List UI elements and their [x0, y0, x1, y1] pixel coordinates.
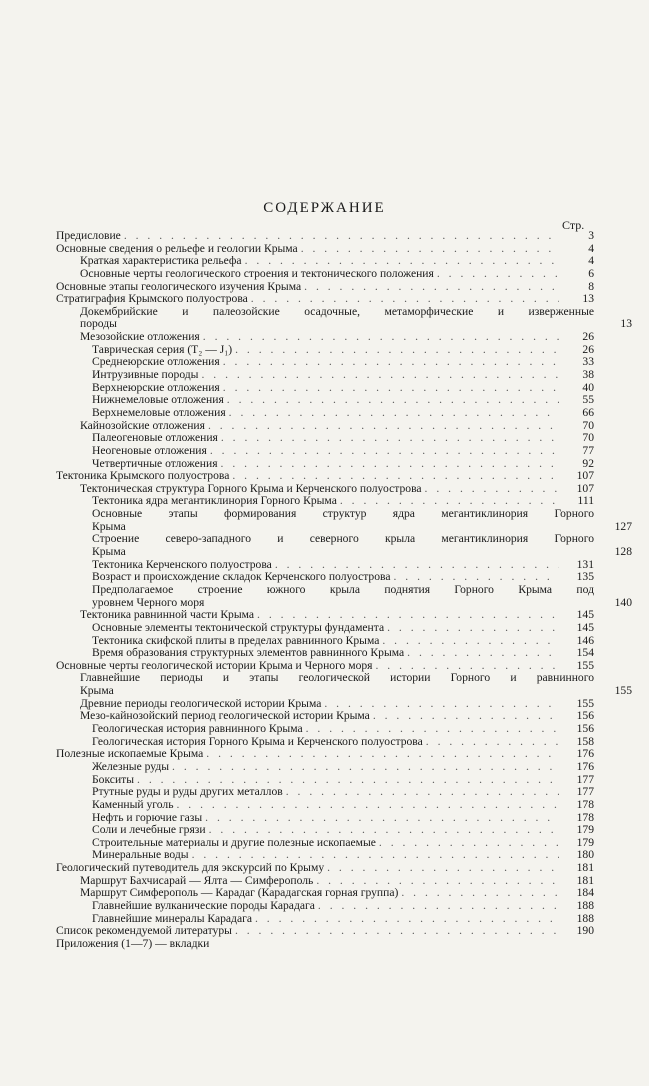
toc-entry-title: Возраст и происхождение складок Керченского полуострова — [92, 570, 391, 584]
toc-entry — [56, 369, 594, 382]
leader-dots — [124, 230, 559, 243]
toc-entry-title: Предполагаемое строение южного крыла поднятия Горного Крыма под — [92, 583, 594, 596]
leader-dots — [235, 925, 559, 938]
toc-entry-title-continued: породы — [80, 317, 117, 331]
toc-entry-title: Ртутные руды и руды других металлов — [92, 785, 283, 799]
toc-entry-title: Мезо-кайнозойский период геологической истории Крыма — [80, 709, 370, 723]
leader-dots — [221, 458, 559, 471]
toc-entry-page: 77 — [582, 443, 594, 457]
leader-dots — [232, 470, 559, 483]
leader-dots — [426, 736, 559, 749]
toc-entry — [56, 900, 594, 913]
toc-entry-page: 70 — [582, 418, 594, 432]
leader-dots — [203, 331, 559, 344]
toc-entry-title: Полезные ископаемые Крыма — [56, 747, 204, 761]
toc-entry-title: Таврическая серия (T₂ — J₁) — [92, 342, 233, 356]
toc-entry-page: 111 — [577, 494, 594, 508]
leader-dots — [327, 862, 559, 875]
toc-entry — [56, 407, 594, 420]
toc-entry-page: 55 — [582, 393, 594, 407]
toc-entry-page: 26 — [582, 330, 594, 344]
toc-entry-title: Среднеюрские отложения — [92, 355, 220, 369]
toc-entry-title: Нижнемеловые отложения — [92, 393, 224, 407]
page-title: СОДЕРЖАНИЕ — [263, 200, 386, 216]
toc-entry — [56, 230, 594, 243]
toc-entry-page: 107 — [576, 469, 594, 483]
toc-entry — [56, 583, 632, 609]
toc-entry — [56, 495, 594, 508]
leader-dots — [437, 268, 559, 281]
toc-entry-title: Железные руды — [92, 759, 170, 773]
toc-entry-title: Время образования структурных элементов равнинного Крыма — [92, 646, 405, 660]
toc-entry-page: 127 — [614, 519, 632, 533]
toc-entry — [56, 331, 594, 344]
toc-entry — [56, 432, 594, 445]
toc-entry-title: Древние периоды геологической истории Крыма — [80, 696, 322, 710]
toc-entry-page: 155 — [614, 684, 632, 698]
toc-entry-title: Мезозойские отложения — [80, 330, 200, 344]
toc-entry — [56, 508, 632, 533]
toc-entry-title: Тектоника равнинной части Крыма — [80, 608, 255, 622]
toc-entry-page: 145 — [576, 608, 594, 622]
leader-dots — [318, 900, 559, 913]
toc-entry-title: Тектоника скифской плиты в пределах равнинного Крыма — [92, 633, 380, 647]
toc-entry-page: 154 — [576, 646, 594, 660]
leader-dots — [172, 761, 559, 774]
toc-entry-title-continued: Крыма — [92, 519, 126, 533]
toc-entry-title: Основные сведения о рельефе и геологии Крыма — [56, 241, 298, 255]
toc-entry-page: 13 — [582, 292, 594, 306]
toc-entry — [56, 305, 632, 331]
toc-entry-title: Тектоническая структура Горного Крыма и Керченского полуострова — [80, 481, 422, 495]
toc-entry-page: 181 — [576, 873, 594, 887]
toc-entry-page: 177 — [576, 785, 594, 799]
toc-entry — [56, 622, 594, 635]
toc-entry-title-continued: уровнем Черного моря — [92, 595, 205, 609]
leader-dots — [401, 887, 559, 900]
toc-entry-title: Геологический путеводитель для экскурсий по Крыму — [56, 861, 325, 875]
leader-dots — [229, 407, 559, 420]
toc-entry-page: 156 — [576, 722, 594, 736]
leader-dots — [209, 824, 559, 837]
toc-entry-page: 178 — [576, 797, 594, 811]
toc-entry-title: Тектоника Крымского полуострова — [56, 469, 230, 483]
toc-entry — [56, 268, 594, 281]
toc-entry-page: 13 — [620, 317, 632, 331]
toc-entry-title: Главнейшие периоды и этапы геологической истории Горного и равнинного — [80, 672, 594, 685]
toc-entry — [56, 571, 594, 584]
toc-entry-page: 155 — [576, 696, 594, 710]
toc-entry-title: Бокситы — [92, 772, 135, 786]
leader-dots — [425, 483, 559, 496]
toc-entry-page: 190 — [576, 924, 594, 938]
toc-entry — [56, 293, 594, 306]
leader-dots — [301, 243, 559, 256]
leader-dots — [304, 281, 559, 294]
leader-dots — [382, 635, 559, 648]
toc-entry-title: Маршрут Симферополь — Карадаг (Карадагская горная группа) — [80, 886, 399, 900]
toc-entry-page: 8 — [588, 279, 594, 293]
toc-entry-title: Тектоника Керченского полуострова — [92, 557, 272, 571]
toc-entry-page: 135 — [576, 570, 594, 584]
leader-dots — [340, 495, 559, 508]
toc-entry-title: Приложения (1—7) — вкладки — [56, 936, 210, 950]
toc-entry-page: 179 — [576, 835, 594, 849]
toc-entry-title: Основные черты геологической истории Крыма и Черного моря — [56, 658, 373, 672]
toc-entry-title: Каменный уголь — [92, 797, 174, 811]
leader-dots — [227, 394, 559, 407]
leader-dots — [221, 432, 559, 445]
toc-entry-title: Верхнеюрские отложения — [92, 380, 220, 394]
leader-dots — [376, 660, 560, 673]
toc-entry-page: 33 — [582, 355, 594, 369]
leader-dots — [407, 647, 559, 660]
toc-entry-title: Маршрут Бахчисарай — Ялта — Симферополь — [80, 873, 314, 887]
toc-entry-title: Основные этапы геологического изучения Крыма — [56, 279, 302, 293]
toc-entry-page: 66 — [582, 405, 594, 419]
toc-entry-page: 178 — [576, 810, 594, 824]
toc-entry-title: Список рекомендуемой литературы — [56, 924, 232, 938]
toc-entry-title: Докембрийские и палеозойские осадочные, метаморфические и изверженные — [80, 305, 594, 318]
toc-entry — [56, 445, 594, 458]
toc-entry-page: 140 — [614, 595, 632, 609]
toc-entry — [56, 799, 594, 812]
page-column-label: Стр. — [562, 218, 585, 232]
toc-entry — [56, 533, 632, 559]
toc-entry-page: 92 — [582, 456, 594, 470]
leader-dots — [394, 571, 560, 584]
toc-entry — [56, 470, 594, 483]
toc-entry — [56, 647, 594, 660]
toc-entry-title: Соли и лечебные грязи — [92, 823, 206, 837]
toc-entry-page: 176 — [576, 747, 594, 761]
toc-entry — [56, 824, 594, 837]
toc-entry-title-continued: Крыма — [80, 684, 114, 698]
toc-entry-page: 181 — [576, 861, 594, 875]
toc-entry-title: Главнейшие минералы Карадага — [92, 911, 252, 925]
leader-dots — [235, 344, 559, 357]
toc-entry-page: 155 — [576, 658, 594, 672]
toc-entry-page: 4 — [588, 241, 594, 255]
toc-entry-title: Кайнозойские отложения — [80, 418, 205, 432]
leader-dots — [206, 748, 559, 761]
toc-entry-page: 107 — [576, 481, 594, 495]
toc-entry-title: Краткая характеристика рельефа — [80, 254, 242, 268]
leader-dots — [255, 913, 559, 926]
leader-dots — [379, 837, 559, 850]
leader-dots — [208, 420, 559, 433]
leader-dots — [251, 293, 559, 306]
toc-entry-title: Строительные материалы и другие полезные ископаемые — [92, 835, 376, 849]
toc-entry-title: Предисловие — [56, 228, 121, 242]
toc-entry-title-continued: Крыма — [92, 545, 126, 559]
leader-dots — [373, 710, 559, 723]
toc-entry-title: Четвертичные отложения — [92, 456, 218, 470]
toc-entry-page: 180 — [576, 848, 594, 862]
toc-entry-title: Минеральные воды — [92, 848, 189, 862]
toc-entry-title: Главнейшие вулканические породы Карадага — [92, 899, 315, 913]
toc-entry-title: Геологическая история Горного Крыма и Керченского полуострова — [92, 734, 423, 748]
toc-entry — [56, 786, 594, 799]
leader-dots — [205, 812, 559, 825]
toc-entry — [56, 672, 632, 698]
toc-entry — [56, 761, 594, 774]
toc-entry-title: Палеогеновые отложения — [92, 431, 218, 445]
toc-entry-page: 38 — [582, 368, 594, 382]
toc-entry-page: 158 — [576, 734, 594, 748]
toc-entry — [56, 723, 594, 736]
toc-entry-title: Неогеновые отложения — [92, 443, 207, 457]
toc-entry-page: 176 — [576, 759, 594, 773]
toc-entry — [56, 938, 594, 951]
table-of-contents — [56, 228, 632, 951]
toc-entry-title: Тектоника ядра мегантиклинория Горного Крыма — [92, 494, 337, 508]
toc-entry-page: 6 — [588, 266, 594, 280]
leader-dots — [306, 723, 559, 736]
toc-entry — [56, 660, 594, 673]
toc-entry — [56, 862, 594, 875]
leader-dots — [286, 786, 559, 799]
toc-entry-page: 177 — [576, 772, 594, 786]
toc-entry-page: 146 — [576, 633, 594, 647]
toc-entry-page: 40 — [582, 380, 594, 394]
toc-entry-page: 128 — [614, 545, 632, 559]
toc-entry-page: 156 — [576, 709, 594, 723]
leader-dots — [223, 356, 559, 369]
toc-entry-title: Строение северо-западного и северного крыла мегантиклинория Горного — [92, 533, 594, 546]
toc-entry-page: 131 — [576, 557, 594, 571]
toc-entry-title: Геологическая история равнинного Крыма — [92, 722, 303, 736]
toc-entry-title: Основные элементы тектонической структуры фундамента — [92, 620, 385, 634]
leader-dots — [201, 369, 559, 382]
toc-entry-page: 179 — [576, 823, 594, 837]
toc-entry-page: 184 — [576, 886, 594, 900]
toc-entry-title: Стратиграфия Крымского полуострова — [56, 292, 248, 306]
toc-entry-title: Нефть и горючие газы — [92, 810, 203, 824]
leader-dots — [387, 622, 559, 635]
toc-entry-page: 26 — [582, 342, 594, 356]
toc-entry-title: Интрузивные породы — [92, 368, 199, 382]
leader-dots — [177, 799, 560, 812]
toc-entry-title: Основные черты геологического строения и тектонического положения — [80, 266, 434, 280]
toc-entry-page: 3 — [588, 228, 594, 242]
toc-entry-title: Верхнемеловые отложения — [92, 405, 226, 419]
leader-dots — [223, 382, 559, 395]
toc-entry-page: 188 — [576, 911, 594, 925]
toc-entry-page: 4 — [588, 254, 594, 268]
leader-dots — [210, 445, 559, 458]
toc-entry-page: 188 — [576, 899, 594, 913]
toc-entry-page: 145 — [576, 620, 594, 634]
toc-entry-title: Основные этапы формирования структур ядра мегантиклинория Горного — [92, 508, 594, 521]
toc-entry-page: 70 — [582, 431, 594, 445]
